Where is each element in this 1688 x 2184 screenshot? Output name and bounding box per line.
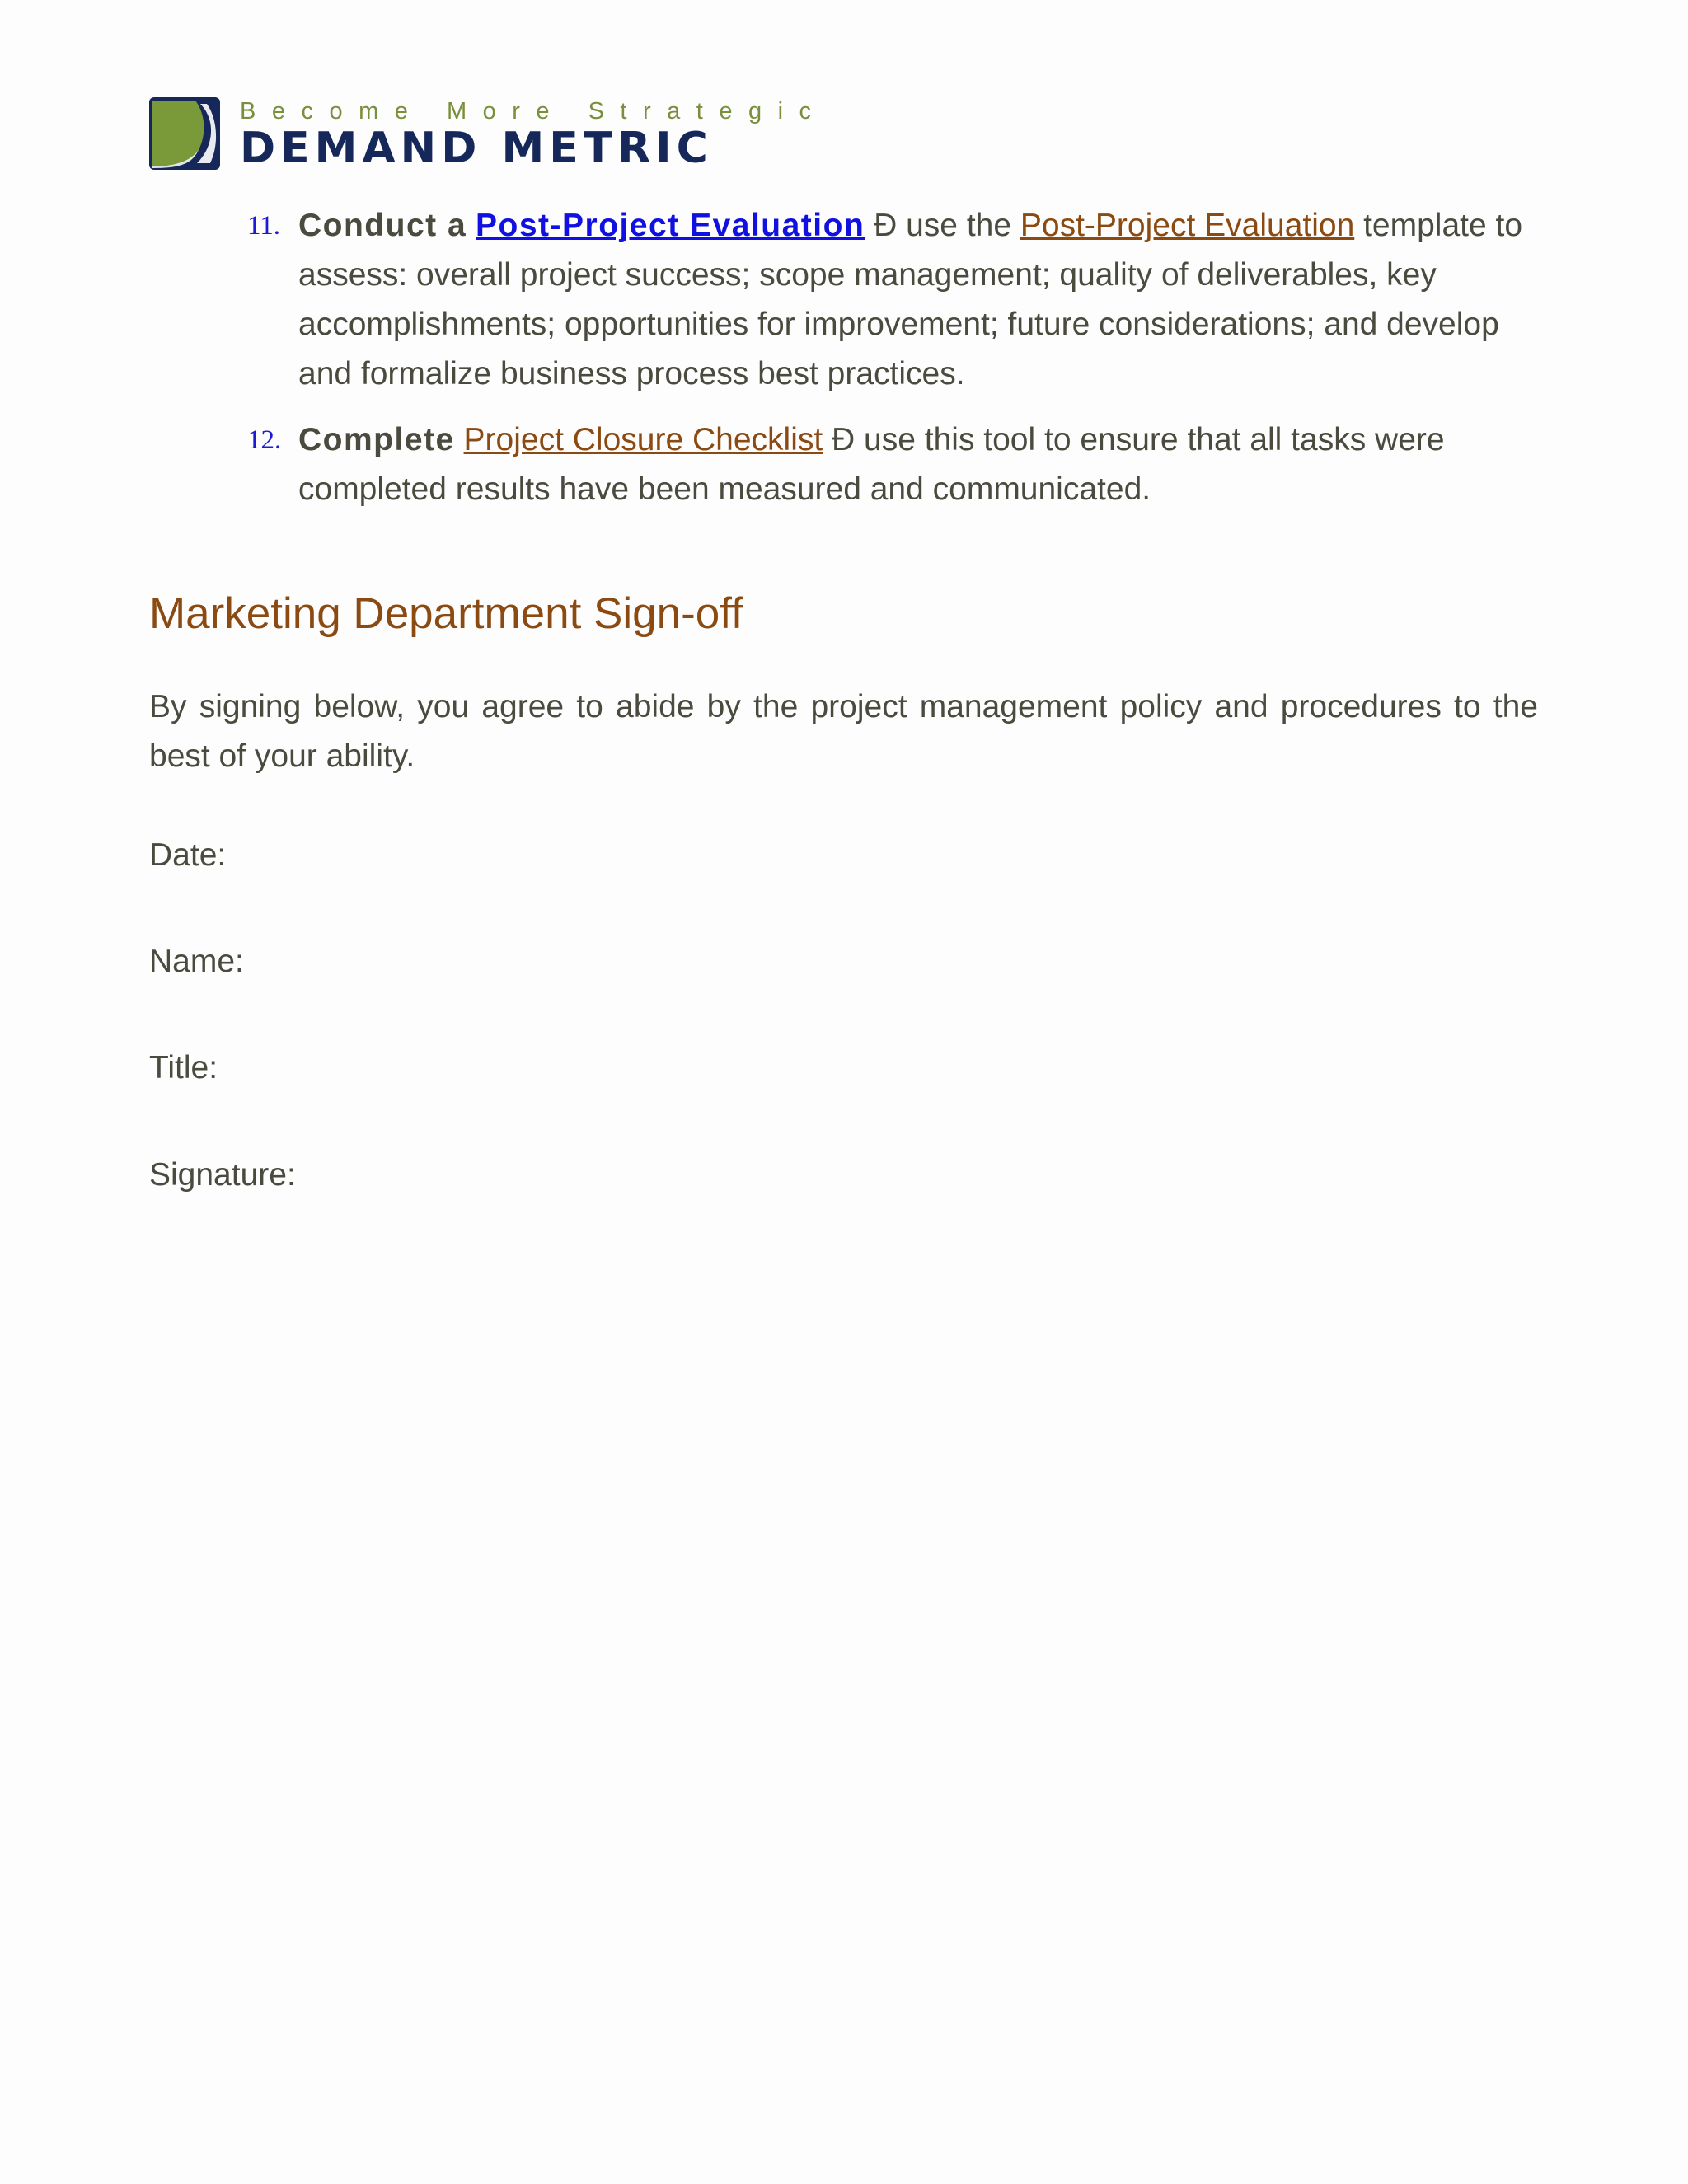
list-item-separator: Ð use the <box>865 208 1020 243</box>
title-field-label: Title: <box>149 1050 218 1085</box>
demand-metric-logo <box>149 97 828 176</box>
numbered-list <box>247 201 1541 514</box>
signature-field-label: Signature: <box>149 1157 296 1193</box>
list-item <box>247 415 1541 514</box>
project-closure-checklist-link[interactable]: Project Closure Checklist <box>463 422 823 457</box>
list-item-text: Ð use this tool to ensure that all tasks were completed results have been measured and communicated. <box>298 422 1445 507</box>
date-field-label: Date: <box>149 837 227 873</box>
post-project-evaluation-link[interactable]: Post-Project Evaluation <box>1020 208 1355 243</box>
logo-wordmark: DEMAND METRIC <box>240 124 713 173</box>
list-number: 12. <box>247 425 282 455</box>
list-item-text: template to assess: overall project success; scope management; quality of deliverables, key accomplishments; opportunities for improvement; future considerations; and develop and formalize business process best practices. <box>298 208 1523 391</box>
name-field-label: Name: <box>149 944 244 979</box>
logo-mark-icon <box>149 97 220 170</box>
list-item <box>247 201 1541 399</box>
signoff-intro-paragraph: By signing below, you agree to abide by the project management policy and procedures to the best of your ability. <box>149 689 1538 774</box>
list-item-lead: Conduct a <box>298 208 467 243</box>
list-item-lead: Complete <box>298 422 455 457</box>
section-heading: Marketing Department Sign-off <box>149 589 743 638</box>
logo-tagline: Become More Strategic <box>240 98 828 124</box>
list-number: 11. <box>247 211 281 241</box>
post-project-evaluation-heading-link[interactable]: Post-Project Evaluation <box>476 208 865 243</box>
